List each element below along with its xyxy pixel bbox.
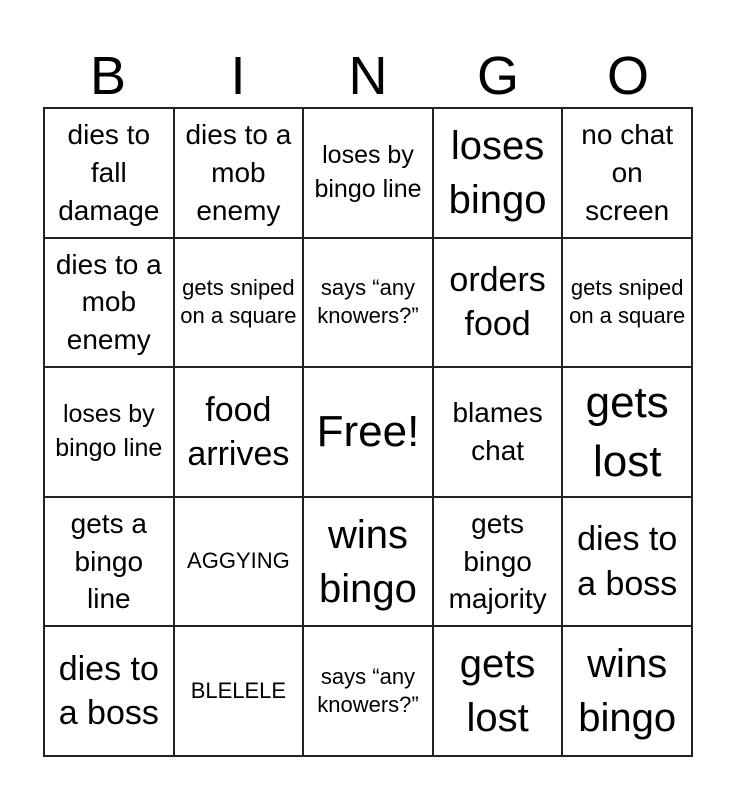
bingo-cell-r0-c4[interactable] (563, 109, 693, 239)
cell-text: loses by bingo line (314, 141, 422, 203)
free-space-label: Free! (316, 407, 420, 457)
bingo-cell-r2-c0[interactable] (45, 368, 175, 498)
cell-text: gets lost (585, 377, 669, 486)
cell-text: food arrives (187, 390, 290, 473)
bingo-cell-r1-c3[interactable] (434, 239, 564, 369)
cell-text: gets lost (459, 642, 536, 741)
header-letter-g: G (476, 46, 519, 106)
header-letter-o: O (606, 46, 649, 106)
bingo-cell-r2-c3[interactable] (434, 368, 564, 498)
bingo-grid (43, 107, 693, 757)
bingo-cell-r0-c0[interactable] (45, 109, 175, 239)
bingo-cell-r3-c2[interactable] (304, 498, 434, 628)
bingo-cell-r3-c0[interactable] (45, 498, 175, 628)
bingo-cell-r4-c3[interactable] (434, 627, 564, 757)
bingo-cell-r0-c2[interactable] (304, 109, 434, 239)
cell-text: orders food (449, 261, 546, 344)
cell-text: dies to a mob enemy (55, 248, 162, 356)
bingo-cell-free[interactable] (304, 368, 434, 498)
cell-text: gets bingo majority (448, 507, 547, 615)
bingo-cell-r4-c2[interactable] (304, 627, 434, 757)
cell-text: dies to a mob enemy (185, 119, 292, 226)
bingo-cell-r1-c4[interactable] (563, 239, 693, 369)
cell-text: blames chat (452, 397, 543, 466)
cell-text: dies to fall damage (58, 119, 160, 226)
cell-text: wins bingo (319, 512, 417, 611)
bingo-cell-r1-c2[interactable] (304, 239, 434, 369)
header-letter-n: N (348, 46, 388, 106)
bingo-cell-r1-c0[interactable] (45, 239, 175, 369)
cell-text: gets a bingo line (70, 507, 147, 615)
cell-text: says “any knowers?” (317, 663, 419, 718)
bingo-cell-r3-c1[interactable] (175, 498, 305, 628)
cell-text: says “any knowers?” (317, 274, 419, 329)
cell-text: wins bingo (578, 642, 677, 741)
bingo-cell-r2-c1[interactable] (175, 368, 305, 498)
bingo-cell-r2-c4[interactable] (563, 368, 693, 498)
bingo-header (43, 45, 693, 107)
bingo-cell-r4-c0[interactable] (45, 627, 175, 757)
cell-text: dies to a boss (58, 650, 159, 733)
bingo-cell-r4-c1[interactable] (175, 627, 305, 757)
cell-text: loses bingo (448, 123, 547, 222)
bingo-cell-r0-c3[interactable] (434, 109, 564, 239)
header-letter-b: B (89, 46, 127, 106)
cell-text: BLELELE (190, 677, 287, 703)
cell-text: dies to a boss (577, 520, 678, 603)
bingo-cell-r3-c3[interactable] (434, 498, 564, 628)
cell-text: loses by bingo line (55, 400, 163, 462)
header-letter-i: I (230, 46, 246, 106)
bingo-cell-r0-c1[interactable] (175, 109, 305, 239)
bingo-cell-r4-c4[interactable] (563, 627, 693, 757)
cell-text: gets sniped on a square (180, 274, 297, 329)
cell-text: gets sniped on a square (569, 274, 686, 329)
bingo-cell-r3-c4[interactable] (563, 498, 693, 628)
cell-text: AGGYING (187, 548, 290, 574)
bingo-cell-r1-c1[interactable] (175, 239, 305, 369)
cell-text: no chat on screen (581, 119, 674, 226)
